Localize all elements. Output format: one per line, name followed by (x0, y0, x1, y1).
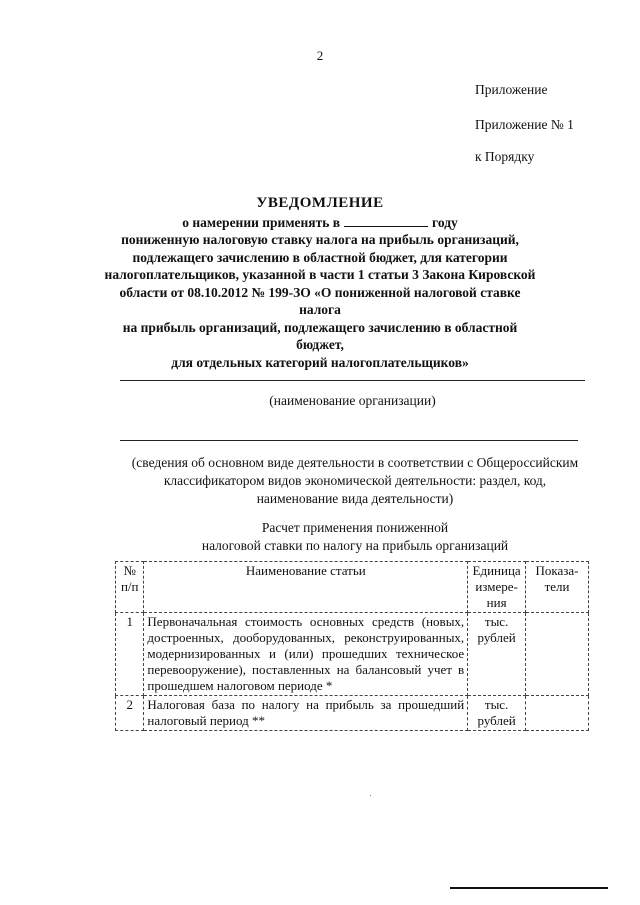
table-row (116, 613, 589, 696)
row-indicator-value (526, 696, 589, 731)
row-number: 1 (116, 613, 144, 696)
notice-title-line-5: области от 08.10.2012 № 199-ЗО «О пониженной налоговой ставке налога (119, 284, 521, 317)
activity-caption-line-2: классификатором видов экономической деятельности: раздел, код, (163, 473, 547, 488)
notice-title-line-4: налогоплательщиков, указанной в части 1 статьи 3 Закона Кировской (104, 267, 536, 282)
notice-heading: УВЕДОМЛЕНИЕ (256, 195, 384, 211)
appendix-label: Приложение (475, 82, 548, 97)
notice-title-line-1 (100, 214, 540, 232)
header-unit: Единица измере-ния (468, 562, 526, 613)
notice-title-line-1-start: о намерении применять в (182, 214, 341, 230)
row-item-name: Налоговая база по налогу на прибыль за прошедший налоговый период ** (144, 696, 468, 731)
organization-caption: (наименование организации) (269, 393, 436, 408)
activity-caption-line-3: наименование вида деятельности) (256, 491, 454, 506)
appendix-reference: к Порядку (475, 149, 535, 164)
notice-title-line-7: для отдельных категорий налогоплательщиков» (171, 354, 469, 370)
row-unit: тыс. рублей (468, 613, 526, 696)
scan-speck (370, 795, 371, 796)
notice-title-line-2: пониженную налоговую ставку налога на прибыль организаций, (121, 232, 519, 247)
header-indicator: Показа-тели (526, 562, 589, 613)
header-item-name: Наименование статьи (144, 562, 468, 613)
calculation-title-line-1: Расчет применения пониженной (261, 520, 449, 535)
activity-caption-line-1: (сведения об основном виде деятельности в соответствии с Общероссийским (131, 455, 579, 470)
calculation-title-line-2: налоговой ставки по налогу на прибыль организаций (201, 538, 509, 553)
table-header-row (116, 562, 589, 613)
row-unit: тыс. рублей (468, 696, 526, 731)
calculation-title (110, 519, 600, 555)
activity-info-line (120, 440, 578, 441)
header-number: № п/п (116, 562, 144, 613)
appendix-number: Приложение № 1 (475, 117, 574, 132)
notice-title-block (100, 195, 540, 371)
year-blank (344, 215, 428, 227)
calculation-table (115, 561, 589, 731)
notice-title-line-6: на прибыль организаций, подлежащего зачислению в областной бюджет, (122, 319, 518, 352)
row-indicator-value (526, 613, 589, 696)
row-item-name: Первоначальная стоимость основных средств (новых, достроенных, дооборудованных, реконструированных, модернизированных и (или) прошедших техническое перевооружение), поставленных на балансовый учет в прошедшем налоговом периоде * (144, 613, 468, 696)
page-number: 2 (316, 48, 324, 63)
notice-title-line-3: подлежащего зачислению в областной бюджет, для категории (132, 249, 508, 265)
row-number: 2 (116, 696, 144, 731)
footer-rule (450, 887, 608, 889)
notice-title-line-1-end: году (432, 214, 458, 230)
activity-caption (110, 454, 600, 508)
organization-name-line (120, 380, 585, 381)
table-row (116, 696, 589, 731)
